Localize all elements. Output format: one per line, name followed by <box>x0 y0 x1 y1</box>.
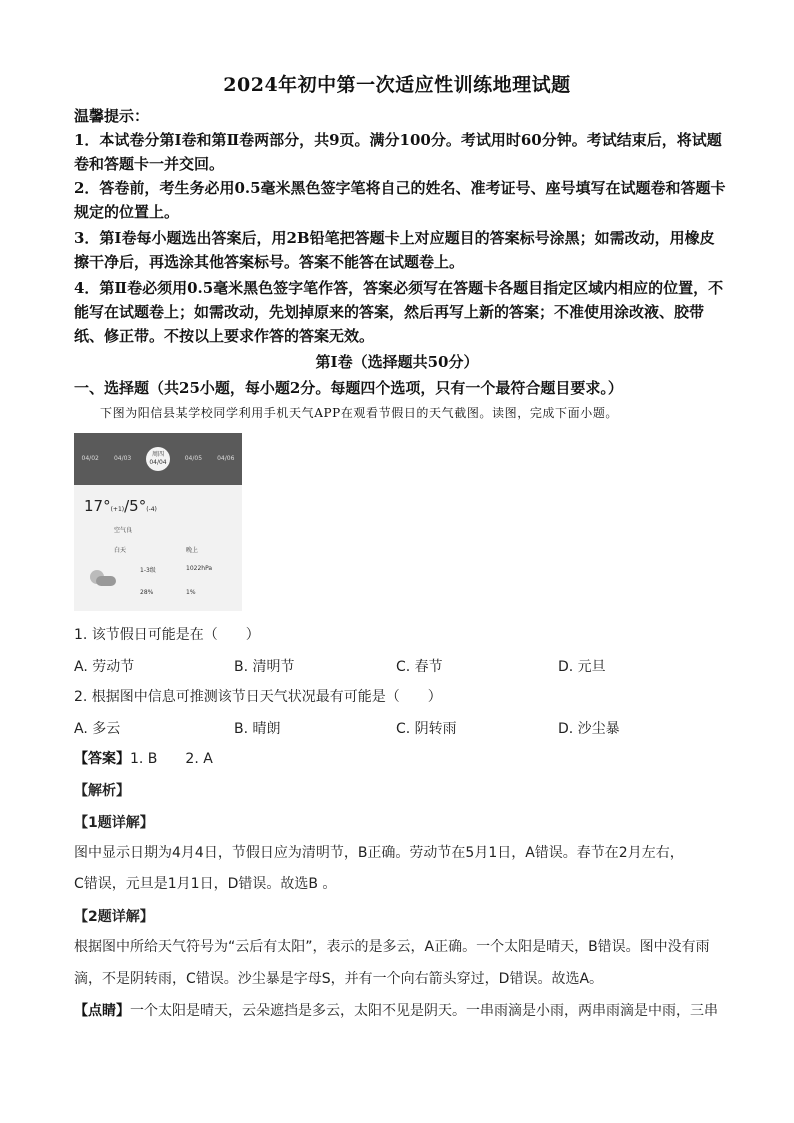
question-2-stem: 2. 根据图中信息可推测该节日天气状况最有可能是（ ） <box>74 689 442 705</box>
q1-option-b: B. 清明节 <box>234 659 295 675</box>
temp-low: /5° <box>124 497 147 515</box>
detail-1-label: 【1题详解】 <box>74 815 154 831</box>
column-night: 晚上 <box>186 547 199 554</box>
day-item: 04/05 <box>184 455 203 462</box>
precipitation: 1% <box>186 589 196 596</box>
detail-1-line-2: C错误，元旦是1月1日，D错误。故选B 。 <box>74 876 337 892</box>
temp-low-delta: (-4) <box>146 506 157 513</box>
cloud-icon <box>96 576 116 586</box>
tip-item-4: 4．第Ⅱ卷必须用0.5毫米黑色签字笔作答，答案必须写在答题卡各题目指定区域内相应的位置，不能写在试题卷上；如需改动，先划掉原来的答案，然后再写上新的答案；不准使用涂改液、胶带纸、修正带。不按以上要求作答的答案无效。 <box>74 279 724 345</box>
section-title: 第Ⅰ卷（选择题共50分） <box>315 353 479 371</box>
tip-item-1: 1．本试卷分第Ⅰ卷和第Ⅱ卷两部分，共9页。满分100分。考试用时60分钟。考试结束后，将试题卷和答题卡一并交回。 <box>74 131 722 173</box>
column-day: 白天 <box>114 547 127 554</box>
day-item: 04/03 <box>113 455 132 462</box>
tip-item-3: 3．第Ⅰ卷每小题选出答案后，用2B铅笔把答题卡上对应题目的答案标号涂黑；如需改动，用橡皮擦干净后，再选涂其他答案标号。答案不能答在试题卷上。 <box>74 229 715 271</box>
day-strip <box>74 433 242 485</box>
q2-option-b: B. 晴朗 <box>234 721 281 737</box>
temperature-readout <box>84 497 157 515</box>
air-quality-note: 空气良 <box>114 527 133 534</box>
tips-heading: 温馨提示： <box>74 107 150 125</box>
selected-day-date: 04/04 <box>149 459 167 466</box>
day-item: 04/06 <box>217 455 235 462</box>
point-text: 一个太阳是晴天，云朵遮挡是多云，太阳不见是阴天。一串雨滴是小雨，两串雨滴是中雨，三串 <box>130 1003 718 1019</box>
question-intro: 下图为阳信县某学校同学利用手机天气APP在观看节假日的天气截图。读图，完成下面小题。 <box>100 406 619 420</box>
temp-high-delta: (+1) <box>110 506 125 513</box>
page-title: 2024年初中第一次适应性训练地理试题 <box>223 74 571 96</box>
q2-option-c: C. 阴转雨 <box>396 721 457 737</box>
day-item: 04/02 <box>81 455 99 462</box>
q2-option-a: A. 多云 <box>74 721 121 737</box>
question-1-stem: 1. 该节假日可能是在（ ） <box>74 627 260 643</box>
detail-1-line-1: 图中显示日期为4月4日，节假日应为清明节，B正确。劳动节在5月1日，A错误。春节在2月左右， <box>74 845 684 861</box>
tip-item-2: 2．答卷前，考生务必用0.5毫米黑色签字笔将自己的姓名、准考证号、座号填写在试题卷和答题卡规定的位置上。 <box>74 179 726 221</box>
q1-option-c: C. 春节 <box>396 659 443 675</box>
humidity: 28% <box>140 589 154 596</box>
answer-line <box>74 748 213 768</box>
answer-label: 【答案】 <box>74 751 130 767</box>
part-heading: 一、选择题（共25小题，每小题2分。每题四个选项，只有一个最符合题目要求。） <box>74 379 623 397</box>
answer-text: 1. B 2. A <box>130 751 213 767</box>
q1-option-d: D. 元旦 <box>558 659 606 675</box>
detail-2-label: 【2题详解】 <box>74 909 154 925</box>
day-item-selected <box>146 447 169 471</box>
analysis-label: 【解析】 <box>74 783 130 799</box>
point-label: 【点睛】 <box>74 1003 130 1019</box>
q2-option-d: D. 沙尘暴 <box>558 721 620 737</box>
selected-day-label: 周四 <box>151 451 164 458</box>
weather-screenshot <box>74 433 242 611</box>
q1-option-a: A. 劳动节 <box>74 659 135 675</box>
point-line <box>74 996 724 1027</box>
air-pressure: 1022hPa <box>186 565 213 572</box>
detail-2-line-2: 滴，不是阴转雨，C错误。沙尘暴是字母S，并有一个向右箭头穿过，D错误。故选A。 <box>74 971 604 987</box>
detail-2-line-1: 根据图中所给天气符号为“云后有太阳”，表示的是多云，A正确。一个太阳是晴天，B错误。图中没有雨 <box>74 939 710 955</box>
wind-level: 1-3级 <box>140 567 156 574</box>
temp-high: 17° <box>84 497 111 515</box>
